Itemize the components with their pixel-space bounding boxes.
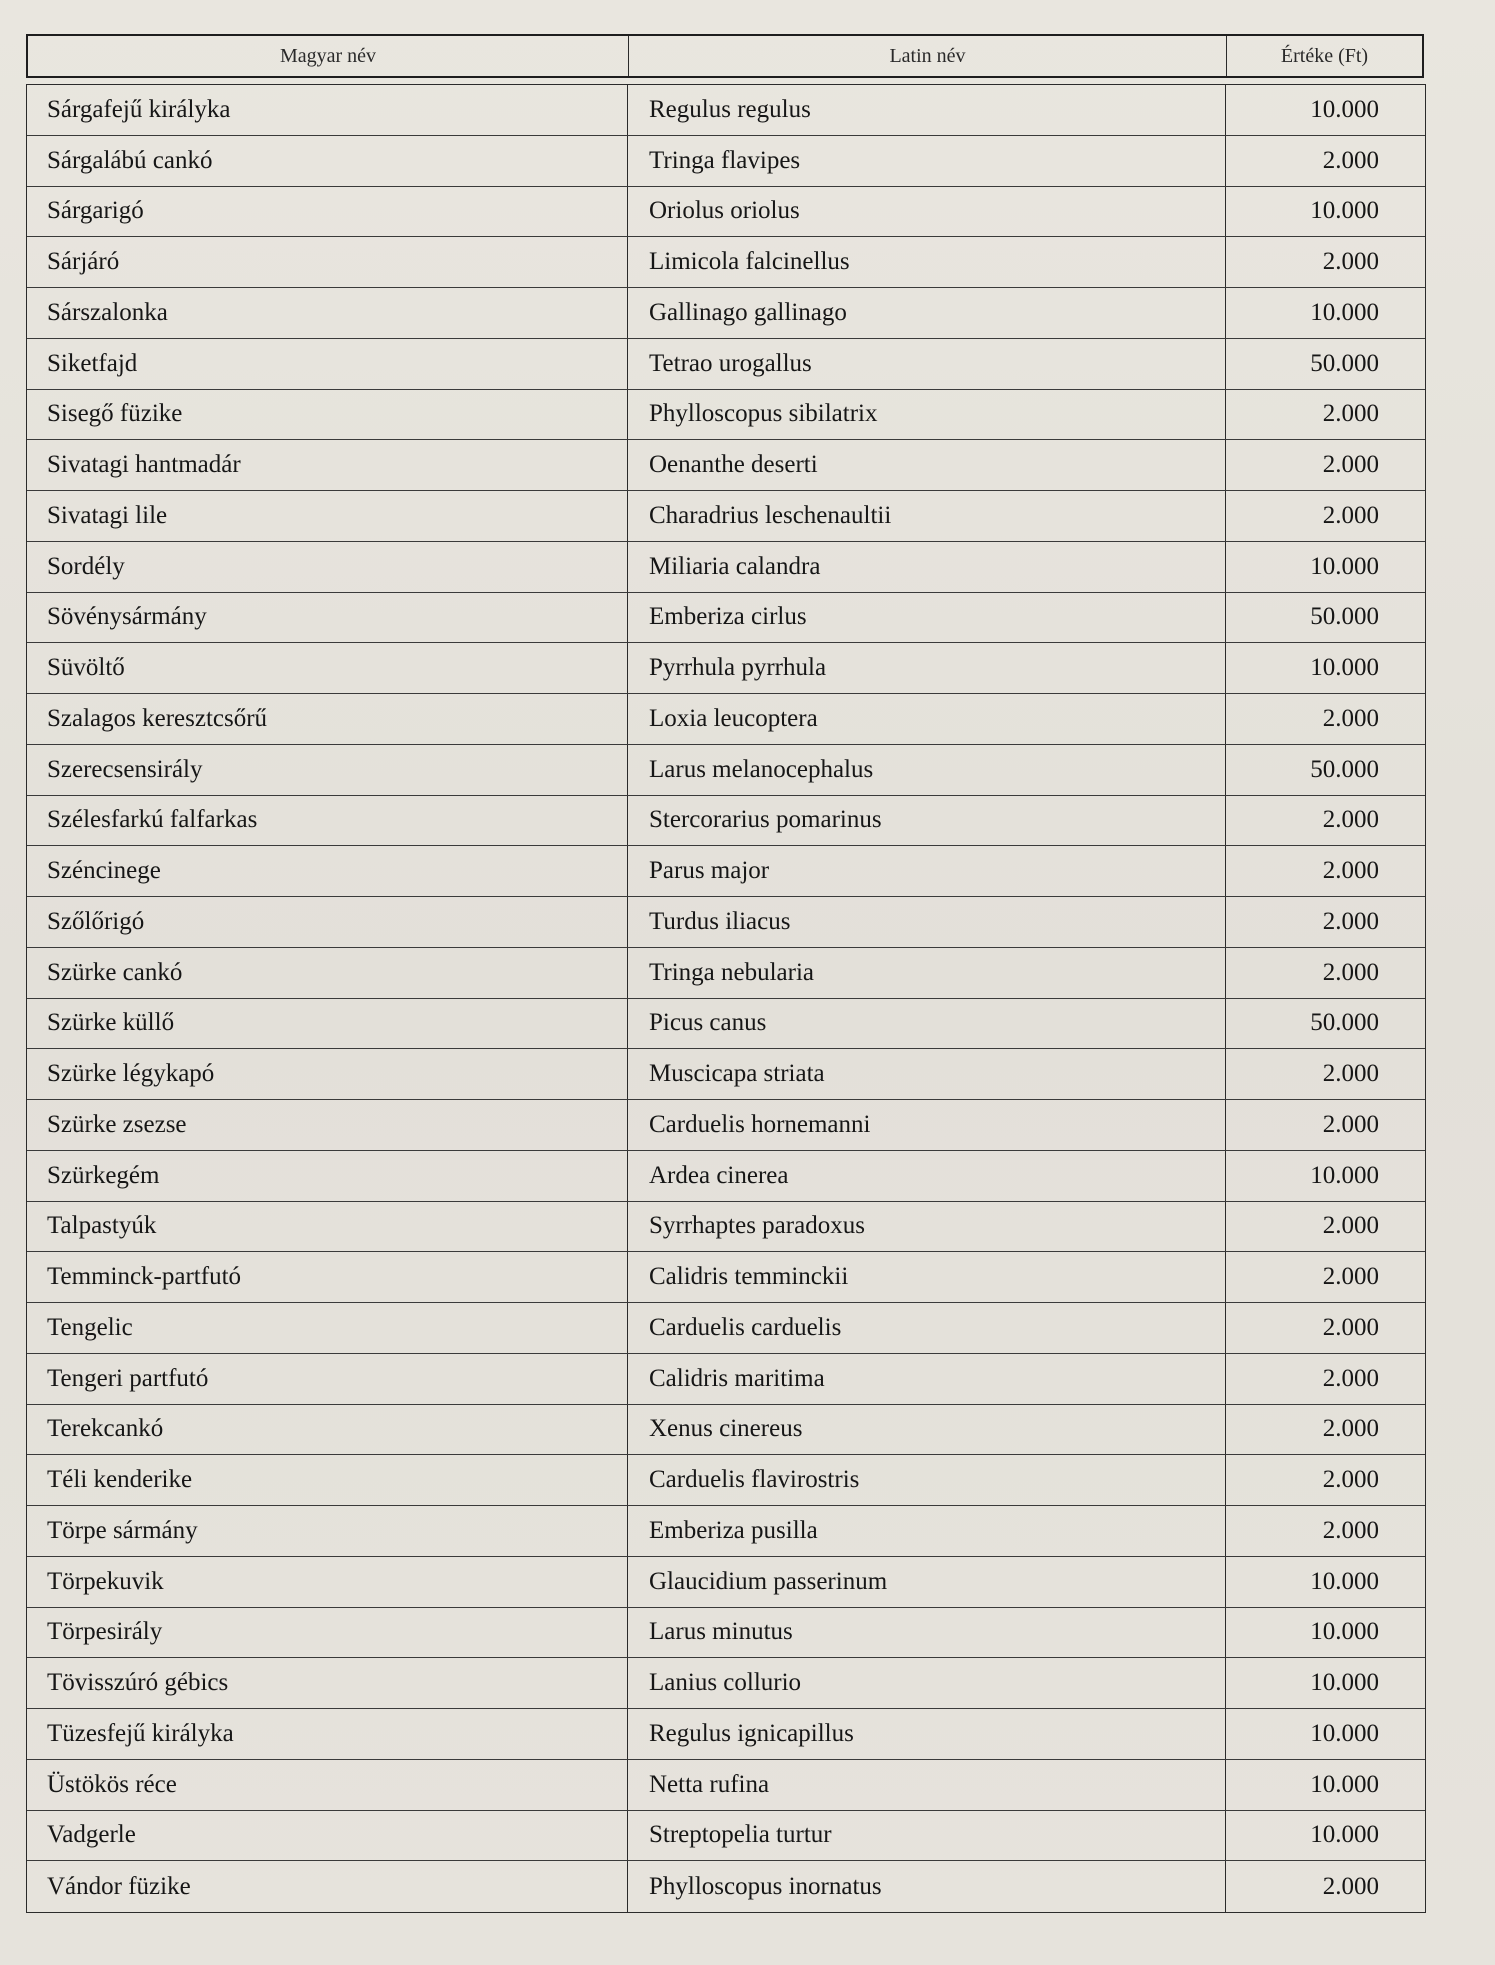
latin-name-cell: Calidris temminckii [627, 1252, 1225, 1302]
latin-name-cell: Emberiza pusilla [627, 1506, 1225, 1556]
hungarian-name-cell: Üstökös réce [47, 1770, 177, 1798]
latin-name-cell: Carduelis flavirostris [627, 1455, 1225, 1505]
value-cell: 2.000 [1225, 390, 1425, 440]
value-cell: 2.000 [1225, 694, 1425, 744]
value-cell: 10.000 [1225, 288, 1425, 338]
hungarian-name-cell: Tövisszúró gébics [47, 1669, 229, 1697]
hungarian-name-cell: Siketfajd [47, 349, 138, 377]
latin-name-cell: Larus minutus [627, 1608, 1225, 1658]
latin-name-cell: Phylloscopus inornatus [627, 1861, 1225, 1912]
hungarian-name-cell: Terekcankó [47, 1415, 164, 1443]
table-row [27, 1100, 1425, 1151]
value-cell: 2.000 [1225, 136, 1425, 186]
latin-name-cell: Stercorarius pomarinus [627, 796, 1225, 846]
value-cell: 50.000 [1225, 745, 1425, 795]
hungarian-name-cell: Temminck-partfutó [47, 1263, 242, 1291]
table-row [27, 1760, 1425, 1811]
table-row [27, 187, 1425, 238]
table-row [27, 948, 1425, 999]
latin-name-cell: Pyrrhula pyrrhula [627, 643, 1225, 693]
table-row [27, 1252, 1425, 1303]
latin-name-cell: Parus major [627, 846, 1225, 896]
table-row [27, 745, 1425, 796]
value-cell: 10.000 [1225, 643, 1425, 693]
hungarian-name-cell: Sárgalábú cankó [47, 146, 213, 174]
hungarian-name-cell: Sisegő füzike [47, 400, 183, 428]
value-cell: 10.000 [1225, 1151, 1425, 1201]
value-cell: 2.000 [1225, 1506, 1425, 1556]
latin-name-cell: Tringa flavipes [627, 136, 1225, 186]
hungarian-name-cell: Szürke légykapó [47, 1060, 215, 1088]
table-row [27, 1151, 1425, 1202]
value-cell: 2.000 [1225, 1354, 1425, 1404]
table-row [27, 1557, 1425, 1608]
table-row [27, 440, 1425, 491]
table-row [27, 999, 1425, 1050]
latin-name-cell: Loxia leucoptera [627, 694, 1225, 744]
value-cell: 2.000 [1225, 948, 1425, 998]
latin-name-cell: Oenanthe deserti [627, 440, 1225, 490]
table-row [27, 1608, 1425, 1659]
latin-name-cell: Regulus ignicapillus [627, 1709, 1225, 1759]
hungarian-name-cell: Sárgarigó [47, 197, 144, 225]
hungarian-name-cell: Sövénysármány [47, 603, 207, 631]
hungarian-name-cell: Szürke küllő [47, 1009, 175, 1037]
value-cell: 2.000 [1225, 897, 1425, 947]
table-row [27, 897, 1425, 948]
table-row [27, 390, 1425, 441]
table-row [27, 593, 1425, 644]
latin-name-cell: Netta rufina [627, 1760, 1225, 1810]
latin-name-cell: Phylloscopus sibilatrix [627, 390, 1225, 440]
hungarian-name-cell: Szürkegém [47, 1161, 160, 1189]
value-cell: 50.000 [1225, 593, 1425, 643]
latin-name-cell: Carduelis hornemanni [627, 1100, 1225, 1150]
value-cell: 10.000 [1225, 1760, 1425, 1810]
value-cell: 10.000 [1225, 1811, 1425, 1861]
table-row [27, 1405, 1425, 1456]
latin-name-cell: Larus melanocephalus [627, 745, 1225, 795]
table-row [27, 846, 1425, 897]
hungarian-name-cell: Téli kenderike [47, 1466, 193, 1494]
latin-name-cell: Tringa nebularia [627, 948, 1225, 998]
header-hungarian-name: Magyar név [279, 44, 377, 67]
hungarian-name-cell: Sivatagi hantmadár [47, 451, 241, 479]
latin-name-cell: Streptopelia turtur [627, 1811, 1225, 1861]
hungarian-name-cell: Szürke zsezse [47, 1110, 187, 1138]
hungarian-name-cell: Törpe sármány [47, 1516, 198, 1544]
latin-name-cell: Carduelis carduelis [627, 1303, 1225, 1353]
table-row [27, 1049, 1425, 1100]
value-cell: 10.000 [1225, 187, 1425, 237]
hungarian-name-cell: Szélesfarkú falfarkas [47, 806, 258, 834]
value-cell: 2.000 [1225, 1303, 1425, 1353]
latin-name-cell: Gallinago gallinago [627, 288, 1225, 338]
hungarian-name-cell: Tüzesfejű királyka [47, 1719, 234, 1747]
hungarian-name-cell: Törpekuvik [47, 1567, 164, 1595]
latin-name-cell: Regulus regulus [627, 85, 1225, 135]
hungarian-name-cell: Tengelic [47, 1313, 133, 1341]
species-table [26, 84, 1426, 1913]
table-row [27, 1811, 1425, 1862]
hungarian-name-cell: Vándor füzike [47, 1872, 191, 1900]
value-cell: 2.000 [1225, 1049, 1425, 1099]
value-cell: 50.000 [1225, 339, 1425, 389]
hungarian-name-cell: Széncinege [47, 857, 161, 885]
latin-name-cell: Glaucidium passerinum [627, 1557, 1225, 1607]
header-value: Értéke (Ft) [1226, 36, 1422, 76]
header-latin-name: Latin név [628, 36, 1226, 76]
table-row [27, 1354, 1425, 1405]
table-row [27, 1709, 1425, 1760]
hungarian-name-cell: Sivatagi lile [47, 501, 168, 529]
hungarian-name-cell: Sordély [47, 552, 125, 580]
value-cell: 2.000 [1225, 1861, 1425, 1912]
value-cell: 2.000 [1225, 1202, 1425, 1252]
hungarian-name-cell: Törpesirály [47, 1618, 163, 1646]
table-row [27, 339, 1425, 390]
hungarian-name-cell: Szürke cankó [47, 958, 183, 986]
table-row [27, 136, 1425, 187]
table-row [27, 643, 1425, 694]
table-row [27, 85, 1425, 136]
value-cell: 10.000 [1225, 85, 1425, 135]
latin-name-cell: Tetrao urogallus [627, 339, 1225, 389]
table-row [27, 1202, 1425, 1253]
latin-name-cell: Miliaria calandra [627, 542, 1225, 592]
table-row [27, 1455, 1425, 1506]
latin-name-cell: Limicola falcinellus [627, 237, 1225, 287]
hungarian-name-cell: Talpastyúk [47, 1212, 157, 1240]
latin-name-cell: Picus canus [627, 999, 1225, 1049]
value-cell: 10.000 [1225, 542, 1425, 592]
latin-name-cell: Lanius collurio [627, 1658, 1225, 1708]
table-row [27, 1861, 1425, 1912]
table-row [27, 542, 1425, 593]
value-cell: 2.000 [1225, 491, 1425, 541]
value-cell: 10.000 [1225, 1557, 1425, 1607]
hungarian-name-cell: Sárszalonka [47, 298, 168, 326]
value-cell: 2.000 [1225, 846, 1425, 896]
hungarian-name-cell: Vadgerle [47, 1821, 136, 1849]
value-cell: 2.000 [1225, 1252, 1425, 1302]
hungarian-name-cell: Szalagos keresztcsőrű [47, 704, 268, 732]
value-cell: 2.000 [1225, 1100, 1425, 1150]
latin-name-cell: Calidris maritima [627, 1354, 1225, 1404]
table-row [27, 1303, 1425, 1354]
value-cell: 10.000 [1225, 1658, 1425, 1708]
table-row [27, 796, 1425, 847]
table-row [27, 237, 1425, 288]
latin-name-cell: Xenus cinereus [627, 1405, 1225, 1455]
latin-name-cell: Ardea cinerea [627, 1151, 1225, 1201]
value-cell: 2.000 [1225, 1405, 1425, 1455]
value-cell: 50.000 [1225, 999, 1425, 1049]
value-cell: 2.000 [1225, 1455, 1425, 1505]
table-row [27, 1658, 1425, 1709]
table-row [27, 288, 1425, 339]
latin-name-cell: Emberiza cirlus [627, 593, 1225, 643]
value-cell: 2.000 [1225, 237, 1425, 287]
value-cell: 2.000 [1225, 440, 1425, 490]
value-cell: 2.000 [1225, 796, 1425, 846]
hungarian-name-cell: Sárgafejű királyka [47, 95, 231, 123]
hungarian-name-cell: Sárjáró [47, 248, 120, 276]
hungarian-name-cell: Süvöltő [47, 654, 125, 682]
value-cell: 10.000 [1225, 1709, 1425, 1759]
latin-name-cell: Charadrius leschenaultii [627, 491, 1225, 541]
table-row [27, 694, 1425, 745]
latin-name-cell: Oriolus oriolus [627, 187, 1225, 237]
table-row [27, 491, 1425, 542]
latin-name-cell: Syrrhaptes paradoxus [627, 1202, 1225, 1252]
table-header [26, 34, 1424, 78]
value-cell: 10.000 [1225, 1608, 1425, 1658]
hungarian-name-cell: Szerecsensirály [47, 755, 203, 783]
hungarian-name-cell: Tengeri partfutó [47, 1364, 209, 1392]
hungarian-name-cell: Szőlőrigó [47, 907, 145, 935]
table-row [27, 1506, 1425, 1557]
latin-name-cell: Muscicapa striata [627, 1049, 1225, 1099]
latin-name-cell: Turdus iliacus [627, 897, 1225, 947]
